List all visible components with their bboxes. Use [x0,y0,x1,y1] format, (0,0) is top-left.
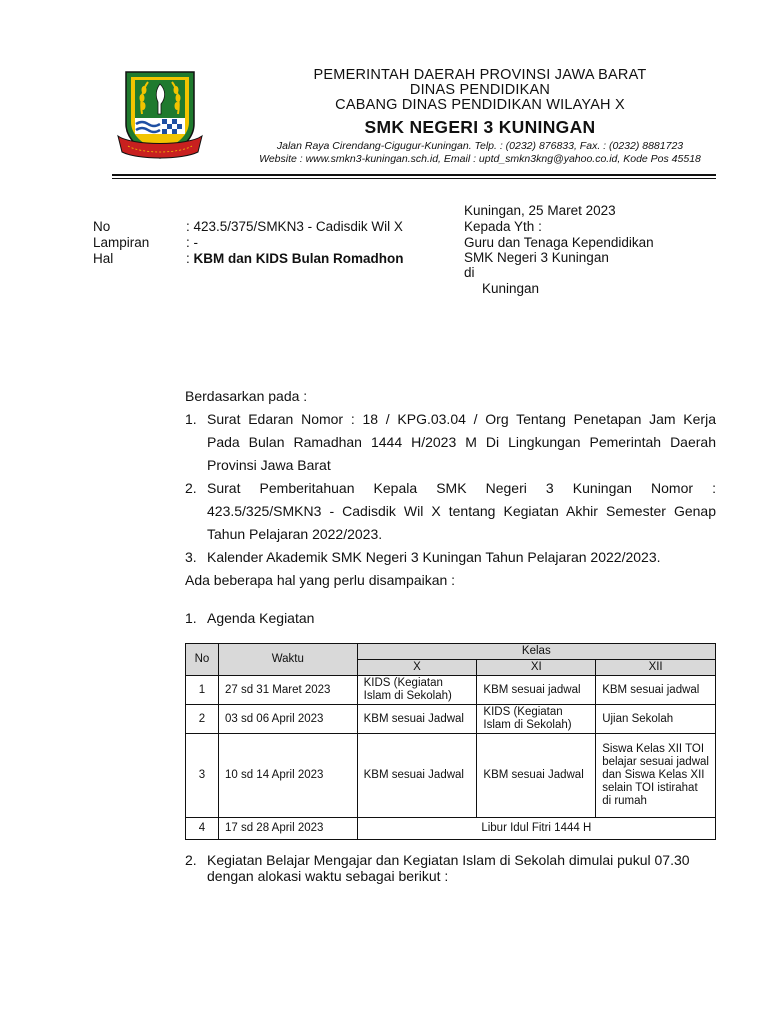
recipient-line-2: SMK Negeri 3 Kuningan [464,250,609,265]
cell-x: KBM sesuai Jadwal [357,734,477,818]
body-closing: Ada beberapa hal yang perlu disampaikan : [185,572,456,588]
cell-no: 3 [186,734,219,818]
section-title: Agenda Kegiatan [207,610,315,626]
section-2-line-2: dengan alokasi waktu sebagai berikut : [207,868,449,884]
reference-line: Surat Edaran Nomor : 18 / KPG.03.04 / Org Tentang Penetapan Jam Kerja [207,411,716,427]
cell-no: 1 [186,676,219,705]
table-row [186,734,716,818]
letterhead-divider-thick [112,174,716,176]
letter-date: Kuningan, 25 Maret 2023 [464,203,616,218]
cell-xii: Siswa Kelas XII TOI belajar sesuai jadwal dan Siswa Kelas XII selain TOI istirahat di rumah [596,734,716,818]
table-row [186,818,716,840]
header-no: No [186,644,219,676]
cell-x: KIDS (Kegiatan Islam di Sekolah) [357,676,477,705]
no-value: : 423.5/375/SMKN3 - Cadisdik Wil X [186,219,403,234]
table-row [186,676,716,705]
cell-xii: Ujian Sekolah [596,705,716,734]
cell-xi: KIDS (Kegiatan Islam di Sekolah) [477,705,596,734]
header-class-x: X [357,660,477,676]
hal-colon: : [186,251,190,266]
header-kelas: Kelas [357,644,715,660]
section-2-paragraph [185,852,716,884]
letterhead-line-2: DINAS PENDIDIKAN [409,82,551,98]
letterhead-line-1: PEMERINTAH DAERAH PROVINSI JAWA BARAT [313,67,647,83]
cell-waktu: 03 sd 06 April 2023 [218,705,357,734]
table-header-row [186,644,716,660]
cell-x: KBM sesuai Jadwal [357,705,477,734]
header-class-xii: XII [596,660,716,676]
table-row [186,705,716,734]
section-2-line-1: Kegiatan Belajar Mengajar dan Kegiatan Islam di Sekolah dimulai pukul 07.30 [207,852,690,868]
school-name: SMK NEGERI 3 KUNINGAN [364,117,596,137]
cell-waktu: 27 sd 31 Maret 2023 [218,676,357,705]
reference-number: 3. [185,549,197,565]
hal-subject: KBM dan KIDS Bulan Romadhon [193,251,404,266]
reference-line: Pada Bulan Ramadhan 1444 H/2023 M Di Lingkungan Pemerintah Daerah [207,434,716,450]
cell-xii: KBM sesuai jadwal [596,676,716,705]
recipient-city: Kuningan [482,281,540,296]
school-website: Website : www.smkn3-kuningan.sch.id, Email : uptd_smkn3kng@yahoo.co.id, Kode Pos 45518 [259,153,701,165]
cell-waktu: 17 sd 28 April 2023 [218,818,357,840]
lampiran-value: : - [186,235,198,250]
recipient-line-1: Guru dan Tenaga Kependidikan [464,235,654,250]
reference-number: 2. [185,480,197,496]
body-intro: Berdasarkan pada : [185,388,308,404]
hal-label: Hal [93,251,114,266]
header-waktu: Waktu [218,644,357,676]
cell-holiday: Libur Idul Fitri 1444 H [357,818,715,840]
reference-item-1 [185,408,716,477]
cell-xi: KBM sesuai Jadwal [477,734,596,818]
section-1-heading [185,607,314,630]
letterhead-divider-thin [112,178,716,179]
reference-list [185,408,716,592]
no-label: No [93,219,111,234]
reference-number: 1. [185,411,197,427]
west-java-emblem-icon [112,66,208,170]
lampiran-label: Lampiran [93,235,150,250]
recipient-greeting: Kepada Yth : [464,219,542,234]
hal-value [186,251,404,267]
reference-line: Tahun Pelajaran 2022/2023. [207,526,383,542]
cell-no: 4 [186,818,219,840]
school-address: Jalan Raya Cirendang-Cigugur-Kuningan. Telp. : (0232) 876833, Fax. : (0232) 8881723 [276,140,684,152]
cell-xi: KBM sesuai jadwal [477,676,596,705]
recipient-di: di [464,265,475,280]
reference-line: 423.5/325/SMKN3 - Cadisdik Wil X tentang Kegiatan Akhir Semester Genap [207,503,716,519]
section-number: 2. [185,852,197,868]
header-class-xi: XI [477,660,596,676]
reference-line: Kalender Akademik SMK Negeri 3 Kuningan Tahun Pelajaran 2022/2023. [207,549,661,565]
reference-item-3 [185,546,716,569]
cell-no: 2 [186,705,219,734]
reference-line: Provinsi Jawa Barat [207,457,331,473]
section-number: 1. [185,610,197,626]
cell-waktu: 10 sd 14 April 2023 [218,734,357,818]
letterhead-line-3: CABANG DINAS PENDIDIKAN WILAYAH X [335,97,625,113]
reference-line: Surat Pemberitahuan Kepala SMK Negeri 3 Kuningan Nomor : [207,480,716,496]
reference-item-2 [185,477,716,546]
agenda-table [185,643,716,840]
province-logo [112,66,208,170]
